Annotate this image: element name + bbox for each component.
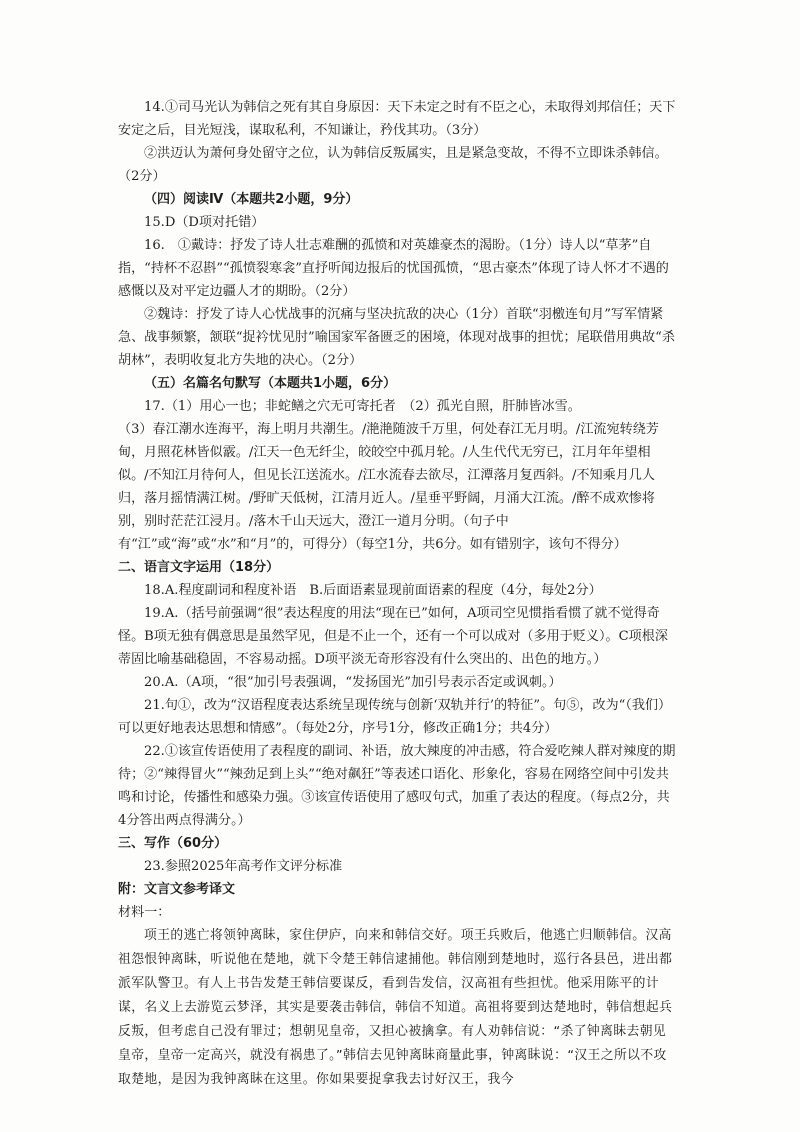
material-one-label: 材料一：	[118, 905, 171, 920]
answer-20: 20.A.（A项，“很”加引号表强调，“发扬国光”加引号表示否定或讽刺。）	[144, 675, 562, 690]
answer-17-part3: （3）春江潮水连海平，海上明月共潮生。/滟滟随波千万里，何处春江无月明。/江流宛转绕芳甸，月照花林皆似霰。/江天一色无纤尘，皎皎空中孤月轮。/人生代代无穷已，江月年年望相似。/不知江月待何人，但见长江送流水。/江水流春去欲尽，江潭落月复西斜。/不知乘月几人归，落月摇情满江树。/野旷天低树，江清月近人。/星垂平野阔，月涌大江流。/醉不成欢惨将别，别时茫茫江浸月。/落木千山天远大，澄江一道月分明。（句子中有“江”或“海”或“水”和“月”的，可得分）（每空1分，共6分。如有错别字，该句不得分）	[118, 422, 659, 552]
translation-paragraph: 项王的逃亡将领钟离眛，家住伊庐，向来和韩信交好。项王兵败后，他逃亡归顺韩信。汉高祖怨恨钟离眛，听说他在楚地，就下令楚王韩信逮捕他。韩信刚到楚地时，巡行各县邑，进出都派军队警卫。有人上书告发楚王韩信要谋反，看到告发信，汉高祖有些担忧。他采用陈平的计谋，名义上去游览云梦泽，其实是要袭击韩信，韩信不知道。高祖将要到达楚地时，韩信想起兵反叛，但考虑自己没有罪过；想朝见皇帝，又担心被擒拿。有人劝韩信说：“杀了钟离眛去朝见皇帝，皇帝一定高兴，就没有祸患了。”韩信去见钟离眛商量此事，钟离眛说：“汉王之所以不攻取楚地，是因为我钟离眛在这里。你如果要捉拿我去讨好汉王，我今	[118, 928, 673, 1087]
section-recitation-heading: （五）名篇名句默写（本题共1小题，6分）	[144, 376, 397, 391]
answer-key-content	[118, 96, 678, 1092]
answer-14-part2: ②洪迈认为萧何身处留守之位，认为韩信反叛属实，且是紧急变故，不得不立即诛杀韩信。（2分）	[118, 146, 668, 184]
answer-14-part1: 14.①司马光认为韩信之死有其自身原因：天下未定之时有不臣之心，未取得刘邦信任；天下安定之后，目光短浅，谋取私利，不知谦让，矜伐其功。（3分）	[118, 100, 676, 138]
answer-22: 22.①该宣传语使用了表程度的副词、补语，放大辣度的冲击感，符合爱吃辣人群对辣度的期待；②“辣得冒火”“辣劲足到上头”“绝对飙狂”等表述口语化、形象化，容易在网络空间中引发共鸣和讨论，传播性和感染力强。③该宣传语使用了感叹句式，加重了表达的程度。（每点2分，共4分答出两点得满分。）	[118, 744, 676, 828]
answer-15: 15.D（D项对托错）	[144, 215, 265, 230]
answer-16-part2: ②魏诗：抒发了诗人心忧战事的沉痛与坚决抗敌的决心（1分）首联“羽檄连旬月”写军情紧急、战事频繁，颔联“捉衿忧见肘”喻国家军备匮乏的困境，体现对战事的担忧；尾联借用典故“杀胡林”，表明收复北方失地的决心。（2分）	[118, 307, 675, 368]
appendix-heading: 附：文言文参考译文	[118, 882, 236, 897]
answer-19: 19.A.（括号前强调“很”表达程度的用法“现在已”如何，A项司空见惯指看惯了就不觉得奇怪。B项无独有偶意思是虽然罕见，但是不止一个，还有一个可以成对（多用于贬义）。C项根深蒂固比喻基础稳固，不容易动摇。D项平淡无奇形容没有什么突出的、出色的地方。）	[118, 606, 668, 667]
answer-17-part1: 17.（1）用心一也；非蛇鳝之穴无可寄托者 （2）孤光自照，肝肺皆冰雪。	[144, 399, 581, 414]
answer-23: 23.参照2025年高考作文评分标准	[144, 859, 343, 874]
section-language-heading: 二、语言文字运用（18分）	[118, 560, 280, 575]
answer-18: 18.A.程度副词和程度补语 B.后面语素显现前面语素的程度（4分，每处2分）	[144, 583, 602, 598]
answer-21: 21.句①，改为“汉语程度表达系统呈现传统与创新‘双轨并行’的特征”。句⑤，改为“（我们）可以更好地表达思想和情感”。（每处2分，序号1分，修改正确1分；共4分）	[118, 698, 672, 736]
section-writing-heading: 三、写作（60分）	[118, 836, 228, 851]
section-reading-iv-heading: （四）阅读Ⅳ（本题共2小题，9分）	[144, 192, 359, 207]
answer-16-part1: 16. ①戴诗：抒发了诗人壮志难酬的孤愤和对英雄豪杰的渴盼。（1分）诗人以“草茅”自指，“持杯不忍斟”“孤愤裂寒衾”直抒听闻边报后的忧国孤愤，“思古豪杰”体现了诗人怀才不遇的感慨以及对平定边疆人才的期盼。（2分）	[118, 238, 669, 299]
